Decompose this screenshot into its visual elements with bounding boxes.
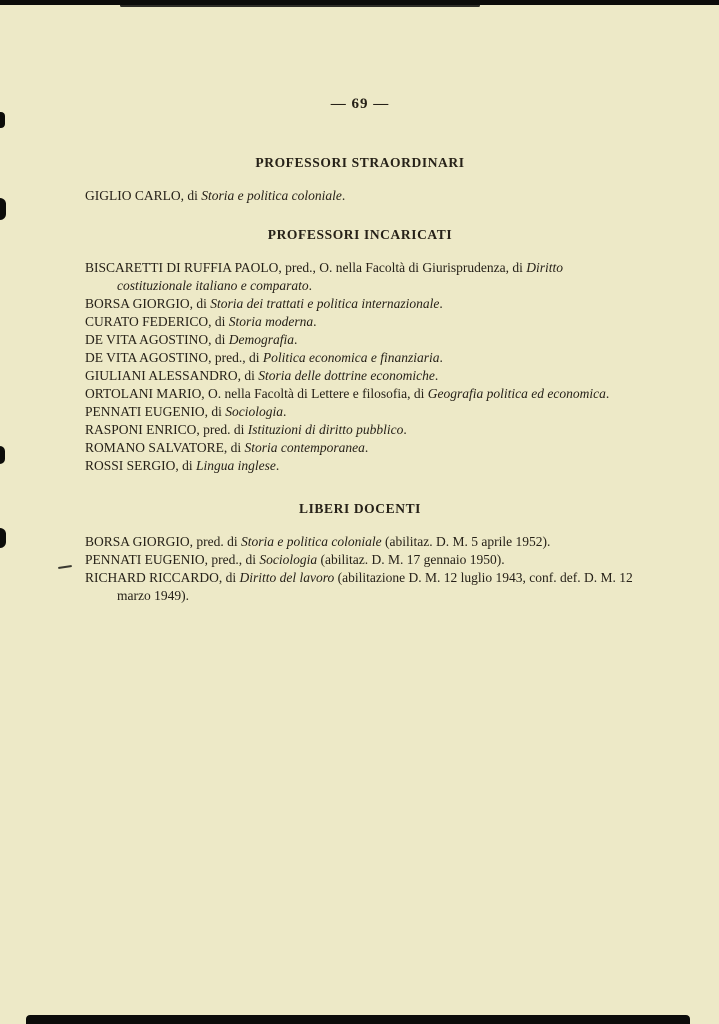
scan-artifact (0, 112, 5, 128)
list-item (85, 367, 635, 385)
entry-subject: Storia contemporanea (244, 440, 365, 455)
scan-artifact (0, 198, 6, 220)
scan-artifact (58, 565, 72, 569)
list-item (85, 385, 635, 403)
list-item (85, 295, 635, 313)
entry-suffix: . (313, 314, 317, 329)
list-item (85, 403, 635, 421)
entry-name: GIULIANI ALESSANDRO, di (85, 368, 259, 383)
page-number: — 69 — (330, 96, 390, 112)
entry-name: ORTOLANI MARIO, O. nella Facoltà di Lettere e filosofia, di (85, 386, 428, 401)
entry-subject: Lingua inglese (196, 458, 276, 473)
entry-suffix: (abilitaz. D. M. 17 gennaio 1950). (317, 552, 505, 567)
entry-subject: Storia e politica coloniale (201, 188, 342, 203)
entry-suffix: . (364, 440, 369, 455)
entry-suffix: . (341, 188, 346, 203)
entry-subject: Diritto del lavoro (239, 570, 335, 585)
entry-subject: Storia moderna (228, 314, 314, 329)
entry-subject: Diritto costituzionale italiano e comparato (117, 260, 563, 293)
list-item (85, 439, 635, 457)
entry-subject: Demografia (228, 332, 295, 347)
entry-name: GIGLIO CARLO, di (85, 188, 202, 203)
document-section (85, 501, 635, 605)
document-section (85, 155, 635, 205)
entry-subject: Storia e politica coloniale (241, 534, 382, 549)
entry-suffix: . (275, 458, 280, 473)
entry-subject: Storia delle dottrine economiche (258, 368, 435, 383)
entry-name: RASPONI ENRICO, pred. di (85, 422, 248, 437)
entry-subject: Geografia politica ed economica (427, 386, 606, 401)
sections-container (85, 155, 635, 605)
entry-name: CURATO FEDERICO, di (85, 314, 229, 329)
entry-name: DE VITA AGOSTINO, pred., di (85, 350, 263, 365)
entry-name: BORSA GIORGIO, pred. di (85, 534, 242, 549)
entry-suffix: . (282, 404, 287, 419)
list-item (85, 421, 635, 439)
list-item (85, 457, 635, 475)
section-heading: PROFESSORI STRAORDINARI (255, 155, 465, 170)
entry-suffix: . (434, 368, 439, 383)
page-content (85, 0, 635, 605)
entry-suffix: (abilitazione D. M. 12 luglio 1943, conf. def. D. M. 12 marzo 1949). (117, 570, 633, 603)
entry-subject: Sociologia (259, 552, 318, 567)
list-item (85, 313, 635, 331)
document-section (85, 227, 635, 475)
entry-subject: Politica economica e finanziaria (262, 350, 440, 365)
entry-suffix: . (403, 422, 407, 437)
entry-suffix: (abilitaz. D. M. 5 aprile 1952). (381, 534, 551, 549)
list-item (85, 349, 635, 367)
scan-edge-bottom (26, 1015, 690, 1024)
entry-list (85, 533, 635, 605)
entry-name: PENNATI EUGENIO, pred., di (85, 552, 260, 567)
list-item (85, 533, 635, 551)
list-item (85, 259, 635, 295)
scan-artifact (0, 528, 6, 548)
entry-list (85, 259, 635, 475)
entry-subject: Storia dei trattati e politica internazionale (210, 296, 440, 311)
entry-suffix: . (605, 386, 610, 401)
entry-suffix: . (439, 296, 443, 311)
entry-name: ROMANO SALVATORE, di (85, 440, 245, 455)
entry-suffix: . (308, 278, 312, 293)
entry-suffix: . (439, 350, 443, 365)
list-item (85, 569, 635, 605)
section-heading: LIBERI DOCENTI (298, 501, 422, 516)
entry-name: ROSSI SERGIO, di (85, 458, 197, 473)
section-heading: PROFESSORI INCARICATI (267, 227, 453, 242)
list-item (85, 331, 635, 349)
entry-name: DE VITA AGOSTINO, di (85, 332, 229, 347)
scan-artifact (0, 446, 5, 464)
entry-subject: Sociologia (225, 404, 283, 419)
list-item (85, 551, 635, 569)
entry-name: BORSA GIORGIO, di (85, 296, 211, 311)
entry-name: BISCARETTI DI RUFFIA PAOLO, pred., O. nella Facoltà di Giurisprudenza, di (85, 260, 527, 275)
entry-subject: Istituzioni di diritto pubblico (247, 422, 404, 437)
entry-name: RICHARD RICCARDO, di (85, 570, 240, 585)
entry-suffix: . (294, 332, 298, 347)
list-item (85, 187, 635, 205)
entry-list (85, 187, 635, 205)
entry-name: PENNATI EUGENIO, di (85, 404, 226, 419)
